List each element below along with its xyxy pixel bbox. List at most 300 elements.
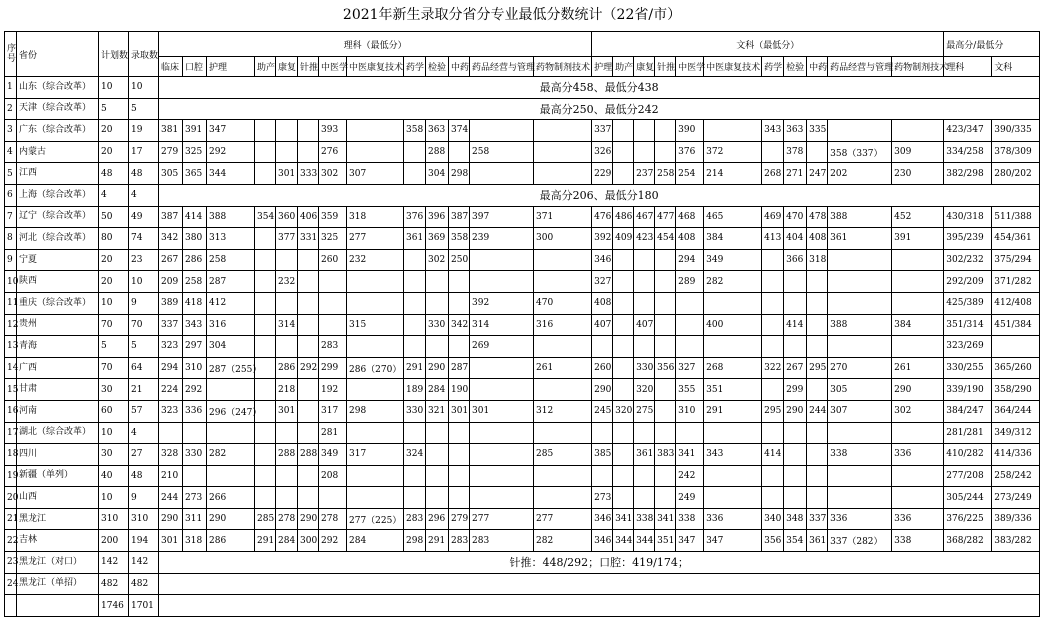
arts-score-cell: 454 (655, 228, 676, 250)
row-seq: 9 (5, 249, 17, 271)
science-score-cell (470, 357, 534, 379)
row-province: 辽宁（综合改革） (17, 206, 99, 228)
row-admitted: 5 (129, 336, 159, 358)
arts-score-cell: 341 (613, 508, 634, 530)
arts-score-cell: 318 (807, 249, 828, 271)
arts-score-cell: 322 (762, 357, 784, 379)
arts-score-cell (828, 271, 892, 293)
row-plan: 20 (99, 249, 129, 271)
header-arts-col: 检验 (784, 57, 807, 77)
row-seq: 20 (5, 487, 17, 509)
arts-score-cell: 307 (828, 400, 892, 422)
header-science-col: 中医康复技术 (347, 57, 404, 77)
science-score-cell (470, 249, 534, 271)
arts-score-cell (634, 120, 655, 142)
row-seq: 18 (5, 444, 17, 466)
arts-score-cell: 344 (634, 530, 655, 552)
row-province: 山东（综合改革） (17, 77, 99, 99)
arts-score-cell (704, 120, 762, 142)
science-score-cell: 301 (276, 400, 298, 422)
science-score-cell: 258 (470, 141, 534, 163)
row-province: 江西 (17, 163, 99, 185)
science-score-cell (449, 444, 470, 466)
arts-score-cell (784, 487, 807, 509)
max-min-cell: 389/336 (992, 508, 1040, 530)
row-admitted: 9 (129, 487, 159, 509)
header-science-col: 药物制剂技术 (534, 57, 592, 77)
science-score-cell: 278 (319, 508, 347, 530)
arts-score-cell: 268 (704, 357, 762, 379)
arts-score-cell: 267 (784, 357, 807, 379)
row-seq: 24 (5, 573, 17, 595)
row-province: 河北（综合改革） (17, 228, 99, 250)
science-score-cell (298, 400, 319, 422)
science-score-cell: 300 (534, 228, 592, 250)
science-score-cell (534, 465, 592, 487)
header-science-col: 药学 (404, 57, 426, 77)
science-score-cell (319, 292, 347, 314)
row-province: 新疆（单列） (17, 465, 99, 487)
science-score-cell: 360 (276, 206, 298, 228)
row-province: 青海 (17, 336, 99, 358)
science-score-cell: 288 (426, 141, 449, 163)
arts-score-cell (762, 487, 784, 509)
science-score-cell: 314 (276, 314, 298, 336)
arts-score-cell (892, 249, 944, 271)
science-score-cell: 363 (426, 120, 449, 142)
science-score-cell: 318 (347, 206, 404, 228)
science-score-cell: 388 (207, 206, 255, 228)
arts-score-cell: 467 (634, 206, 655, 228)
science-score-cell: 342 (449, 314, 470, 336)
arts-score-cell: 340 (762, 508, 784, 530)
arts-score-cell: 336 (892, 508, 944, 530)
header-science-col: 中药 (449, 57, 470, 77)
arts-score-cell (784, 292, 807, 314)
row-seq: 21 (5, 508, 17, 530)
science-score-cell (276, 120, 298, 142)
arts-score-cell: 338 (634, 508, 655, 530)
arts-score-cell: 214 (704, 163, 762, 185)
science-score-cell: 286 (207, 530, 255, 552)
arts-score-cell (655, 336, 676, 358)
science-score-cell (534, 422, 592, 444)
science-score-cell: 190 (449, 379, 470, 401)
science-score-cell: 239 (470, 228, 534, 250)
arts-score-cell: 330 (634, 357, 655, 379)
science-score-cell (319, 271, 347, 293)
table-row (5, 77, 1040, 99)
arts-score-cell: 336 (828, 508, 892, 530)
science-score-cell (347, 120, 404, 142)
science-score-cell (255, 336, 276, 358)
science-score-cell: 282 (207, 444, 255, 466)
arts-score-cell (807, 271, 828, 293)
science-score-cell (404, 163, 426, 185)
science-score-cell: 330 (404, 400, 426, 422)
row-seq: 17 (5, 422, 17, 444)
arts-score-cell (613, 249, 634, 271)
science-score-cell (347, 336, 404, 358)
science-score-cell (255, 314, 276, 336)
row-admitted: 194 (129, 530, 159, 552)
row-seq: 7 (5, 206, 17, 228)
arts-score-cell: 260 (592, 357, 613, 379)
table-row (5, 184, 1040, 206)
arts-score-cell: 336 (892, 444, 944, 466)
row-seq: 23 (5, 552, 17, 574)
arts-score-cell: 372 (704, 141, 762, 163)
science-score-cell: 258 (183, 271, 207, 293)
science-score-cell: 305 (159, 163, 183, 185)
max-min-cell: 371/282 (992, 271, 1040, 293)
arts-score-cell (655, 314, 676, 336)
row-admitted: 1701 (129, 595, 159, 617)
science-score-cell: 343 (183, 314, 207, 336)
science-score-cell (255, 141, 276, 163)
header-max-min-col: 理科 (944, 57, 992, 77)
science-score-cell: 277（225） (347, 508, 404, 530)
score-table (4, 31, 1040, 617)
science-score-cell (470, 379, 534, 401)
science-score-cell (404, 314, 426, 336)
science-score-cell: 330 (183, 444, 207, 466)
row-seq: 13 (5, 336, 17, 358)
max-min-cell: 384/247 (944, 400, 992, 422)
max-min-cell: 425/389 (944, 292, 992, 314)
row-plan: 482 (99, 573, 129, 595)
row-seq: 8 (5, 228, 17, 250)
header-science-col: 药品经营与管理 (470, 57, 534, 77)
science-score-cell (449, 422, 470, 444)
science-score-cell: 301 (470, 400, 534, 422)
row-plan: 70 (99, 314, 129, 336)
table-row (5, 98, 1040, 120)
science-score-cell: 381 (159, 120, 183, 142)
arts-score-cell (655, 120, 676, 142)
science-score-cell: 418 (183, 292, 207, 314)
arts-score-cell: 268 (762, 163, 784, 185)
science-score-cell (207, 422, 255, 444)
arts-score-cell: 346 (592, 249, 613, 271)
row-seq: 16 (5, 400, 17, 422)
row-province: 宁夏 (17, 249, 99, 271)
arts-score-cell (613, 422, 634, 444)
science-score-cell (426, 292, 449, 314)
row-admitted: 49 (129, 206, 159, 228)
row-admitted: 5 (129, 98, 159, 120)
arts-score-cell: 302 (892, 400, 944, 422)
row-plan: 10 (99, 422, 129, 444)
science-score-cell: 288 (298, 444, 319, 466)
arts-score-cell: 261 (892, 357, 944, 379)
science-score-cell (426, 336, 449, 358)
arts-score-cell: 343 (762, 120, 784, 142)
science-score-cell: 331 (298, 228, 319, 250)
arts-score-cell (762, 271, 784, 293)
science-score-cell (426, 465, 449, 487)
arts-score-cell: 270 (828, 357, 892, 379)
arts-score-cell (634, 465, 655, 487)
arts-score-cell (762, 141, 784, 163)
row-admitted: 57 (129, 400, 159, 422)
page-title: 2021年新生录取分省分专业最低分数统计（22省/市） (342, 7, 682, 23)
science-score-cell (449, 141, 470, 163)
science-score-cell: 336 (183, 400, 207, 422)
arts-score-cell: 245 (592, 400, 613, 422)
header-science-col: 针推 (298, 57, 319, 77)
arts-score-cell (704, 336, 762, 358)
arts-score-cell (807, 465, 828, 487)
science-score-cell: 290 (207, 508, 255, 530)
science-score-cell: 192 (319, 379, 347, 401)
row-admitted: 9 (129, 292, 159, 314)
science-score-cell: 250 (449, 249, 470, 271)
science-score-cell: 376 (404, 206, 426, 228)
science-score-cell: 369 (426, 228, 449, 250)
arts-score-cell: 390 (676, 120, 704, 142)
row-province: 湖北（综合改革） (17, 422, 99, 444)
table-row (5, 400, 1040, 422)
science-score-cell: 287 (449, 357, 470, 379)
science-score-cell (404, 336, 426, 358)
science-score-cell: 359 (319, 206, 347, 228)
max-min-cell: 334/258 (944, 141, 992, 163)
science-score-cell (470, 163, 534, 185)
arts-score-cell (828, 249, 892, 271)
row-seq: 15 (5, 379, 17, 401)
arts-score-cell: 391 (892, 228, 944, 250)
science-score-cell: 391 (183, 120, 207, 142)
science-score-cell (276, 292, 298, 314)
arts-score-cell (634, 292, 655, 314)
arts-score-cell: 361 (807, 530, 828, 552)
science-score-cell (298, 379, 319, 401)
arts-score-cell: 356 (762, 530, 784, 552)
max-min-cell: 382/298 (944, 163, 992, 185)
table-row (5, 336, 1040, 358)
science-score-cell (319, 314, 347, 336)
science-score-cell (207, 379, 255, 401)
row-province: 重庆（综合改革） (17, 292, 99, 314)
science-score-cell (534, 163, 592, 185)
arts-score-cell (828, 422, 892, 444)
arts-score-cell (892, 292, 944, 314)
table-row (5, 422, 1040, 444)
arts-score-cell: 258 (655, 163, 676, 185)
arts-score-cell: 320 (634, 379, 655, 401)
arts-score-cell (784, 444, 807, 466)
science-score-cell (183, 465, 207, 487)
science-score-cell: 317 (319, 400, 347, 422)
science-score-cell: 294 (159, 357, 183, 379)
max-min-cell: 323/269 (944, 336, 992, 358)
header-arts-col: 助产 (613, 57, 634, 77)
table-row (5, 163, 1040, 185)
science-score-cell (534, 141, 592, 163)
table-row (5, 314, 1040, 336)
arts-score-cell: 289 (676, 271, 704, 293)
table-row (5, 444, 1040, 466)
arts-score-cell: 486 (613, 206, 634, 228)
arts-score-cell (784, 465, 807, 487)
max-min-cell: 375/294 (992, 249, 1040, 271)
science-score-cell: 371 (534, 206, 592, 228)
row-plan: 5 (99, 98, 129, 120)
arts-score-cell (676, 292, 704, 314)
arts-score-cell: 354 (784, 530, 807, 552)
max-min-cell: 454/361 (992, 228, 1040, 250)
arts-score-cell (613, 314, 634, 336)
arts-score-cell: 358（337） (828, 141, 892, 163)
science-score-cell: 301 (276, 163, 298, 185)
science-score-cell: 292 (298, 357, 319, 379)
arts-score-cell (592, 465, 613, 487)
science-score-cell: 344 (207, 163, 255, 185)
arts-score-cell (655, 271, 676, 293)
science-score-cell: 278 (276, 508, 298, 530)
arts-score-cell (828, 487, 892, 509)
arts-score-cell: 254 (676, 163, 704, 185)
row-plan: 200 (99, 530, 129, 552)
science-score-cell: 287（255） (207, 357, 255, 379)
max-min-cell: 277/208 (944, 465, 992, 487)
science-score-cell: 393 (319, 120, 347, 142)
row-province: 天津（综合改革） (17, 98, 99, 120)
science-score-cell (470, 271, 534, 293)
row-admitted: 4 (129, 422, 159, 444)
arts-score-cell: 337 (807, 508, 828, 530)
header-science-col: 护理 (207, 57, 255, 77)
row-plan: 4 (99, 184, 129, 206)
arts-score-cell: 465 (704, 206, 762, 228)
arts-score-cell: 291 (704, 400, 762, 422)
arts-score-cell (676, 314, 704, 336)
science-score-cell (347, 271, 404, 293)
science-score-cell (534, 271, 592, 293)
science-score-cell: 307 (347, 163, 404, 185)
max-min-cell: 358/290 (992, 379, 1040, 401)
science-score-cell: 302 (426, 249, 449, 271)
science-score-cell (298, 120, 319, 142)
arts-score-cell: 295 (807, 357, 828, 379)
arts-score-cell (634, 487, 655, 509)
science-score-cell: 380 (183, 228, 207, 250)
science-score-cell (276, 465, 298, 487)
table-row (5, 530, 1040, 552)
arts-score-cell: 452 (892, 206, 944, 228)
arts-score-cell (704, 465, 762, 487)
row-seq: 1 (5, 77, 17, 99)
science-score-cell: 323 (159, 336, 183, 358)
science-score-cell: 301 (159, 530, 183, 552)
max-min-cell: 378/309 (992, 141, 1040, 163)
arts-score-cell (676, 336, 704, 358)
arts-score-cell (704, 292, 762, 314)
science-score-cell (404, 271, 426, 293)
arts-score-cell (892, 120, 944, 142)
arts-score-cell: 355 (676, 379, 704, 401)
arts-score-cell (613, 141, 634, 163)
row-plan: 60 (99, 400, 129, 422)
arts-score-cell: 388 (828, 206, 892, 228)
science-score-cell: 323 (159, 400, 183, 422)
science-score-cell: 266 (207, 487, 255, 509)
arts-score-cell (807, 487, 828, 509)
science-score-cell (298, 422, 319, 444)
science-score-cell: 361 (404, 228, 426, 250)
science-score-cell: 304 (207, 336, 255, 358)
arts-score-cell (762, 336, 784, 358)
max-min-cell: 302/232 (944, 249, 992, 271)
row-merged-note (159, 573, 1040, 595)
arts-score-cell: 468 (676, 206, 704, 228)
science-score-cell (255, 444, 276, 466)
science-score-cell: 224 (159, 379, 183, 401)
science-score-cell (404, 465, 426, 487)
row-province: 四川 (17, 444, 99, 466)
science-score-cell: 387 (159, 206, 183, 228)
science-score-cell: 210 (159, 465, 183, 487)
arts-score-cell: 247 (807, 163, 828, 185)
arts-score-cell (807, 292, 828, 314)
science-score-cell: 279 (449, 508, 470, 530)
max-min-cell: 273/249 (992, 487, 1040, 509)
max-min-cell: 280/202 (992, 163, 1040, 185)
science-score-cell: 292 (207, 141, 255, 163)
header-seq: 序号 (5, 32, 17, 77)
arts-score-cell: 305 (828, 379, 892, 401)
max-min-cell: 364/244 (992, 400, 1040, 422)
science-score-cell (159, 422, 183, 444)
header-arts-group: 文科（最低分） (592, 32, 944, 57)
science-score-cell (255, 163, 276, 185)
science-score-cell: 313 (207, 228, 255, 250)
arts-score-cell: 347 (676, 530, 704, 552)
table-row (5, 357, 1040, 379)
max-min-cell: 368/282 (944, 530, 992, 552)
science-score-cell (298, 271, 319, 293)
science-score-cell: 277 (470, 508, 534, 530)
science-score-cell: 285 (255, 508, 276, 530)
arts-score-cell (807, 422, 828, 444)
row-plan: 20 (99, 271, 129, 293)
header-arts-col: 针推 (655, 57, 676, 77)
row-plan: 30 (99, 444, 129, 466)
row-plan: 70 (99, 357, 129, 379)
science-score-cell: 298 (404, 530, 426, 552)
science-score-cell (449, 336, 470, 358)
science-score-cell: 283 (449, 530, 470, 552)
arts-score-cell: 309 (892, 141, 944, 163)
row-seq: 10 (5, 271, 17, 293)
arts-score-cell: 290 (784, 400, 807, 422)
science-score-cell (255, 120, 276, 142)
arts-score-cell: 385 (592, 444, 613, 466)
arts-score-cell (704, 422, 762, 444)
row-admitted: 48 (129, 465, 159, 487)
arts-score-cell (704, 487, 762, 509)
science-score-cell (347, 465, 404, 487)
science-score-cell: 297 (183, 336, 207, 358)
arts-score-cell: 229 (592, 163, 613, 185)
max-min-cell: 351/314 (944, 314, 992, 336)
row-admitted: 482 (129, 573, 159, 595)
science-score-cell: 284 (276, 530, 298, 552)
arts-score-cell (676, 422, 704, 444)
arts-score-cell: 335 (807, 120, 828, 142)
max-min-cell: 365/260 (992, 357, 1040, 379)
